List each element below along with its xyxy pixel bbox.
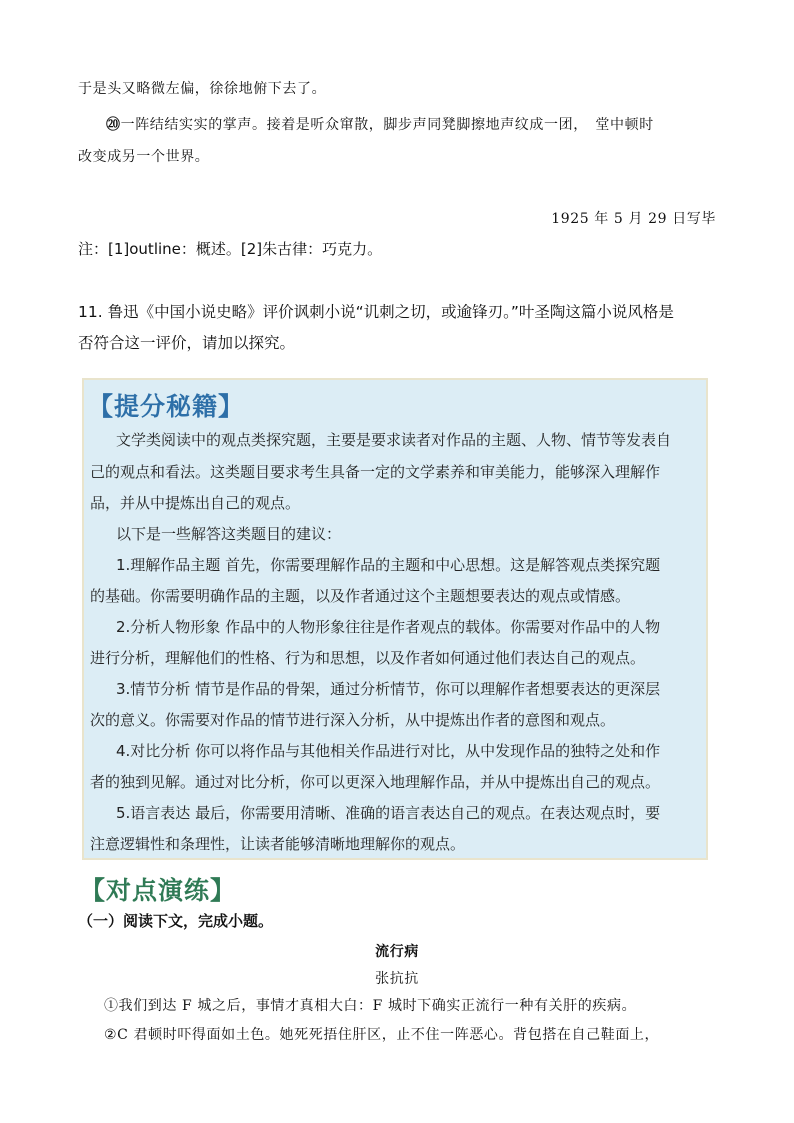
story-author: 张抗抗 bbox=[375, 971, 419, 987]
paragraph-text: 一阵结结实实的掌声。接着是听众窜散，脚步声同凳脚擦地声纹成一团， 堂中顿时 bbox=[120, 117, 654, 133]
story-line: 于是头又略微左偏，徐徐地俯下去了。 bbox=[78, 81, 327, 97]
story-line: 改变成另一个世界。 bbox=[78, 149, 210, 165]
paragraph-text: 我们到达 F 城之后，事情才真相大白：F 城时下确实正流行一种有关肝的疾病。 bbox=[118, 998, 637, 1014]
instruction: （一）阅读下文，完成小题。 bbox=[78, 912, 274, 930]
tips-line: 的基础。你需要明确作品的主题，以及作者通过这个主题想要表达的观点或情感。 bbox=[90, 587, 631, 605]
paragraph-1 bbox=[104, 995, 636, 1015]
story-title: 流行病 bbox=[375, 944, 419, 960]
tips-line: 4.对比分析 你可以将作品与其他相关作品进行对比，从中发现作品的独特之处和作 bbox=[116, 742, 661, 760]
paragraph-2 bbox=[104, 1024, 659, 1044]
tips-line: 注意逻辑性和条理性，让读者能够清晰地理解你的观点。 bbox=[90, 835, 466, 853]
paragraph-number: ② bbox=[104, 1027, 118, 1043]
date-line: 1925 年 5 月 29 日写毕 bbox=[551, 211, 716, 227]
paragraph-20 bbox=[106, 114, 654, 134]
question-line: 否符合这一评价，请加以探究。 bbox=[78, 334, 296, 352]
tips-line: 文学类阅读中的观点类探究题，主要是要求读者对作品的主题、人物、情节等发表自 bbox=[116, 431, 672, 449]
practice-heading: 【对点演练】 bbox=[80, 876, 237, 905]
tips-heading: 【提分秘籍】 bbox=[88, 392, 245, 421]
paragraph-text: C 君顿时吓得面如土色。她死死捂住肝区，止不住一阵恶心。背包搭在自己鞋面上， bbox=[117, 1027, 660, 1043]
tips-line: 2.分析人物形象 作品中的人物形象往往是作者观点的载体。你需要对作品中的人物 bbox=[116, 618, 661, 636]
footnote: 注：[1]outline：概述。[2]朱古律：巧克力。 bbox=[78, 240, 383, 258]
tips-line: 进行分析，理解他们的性格、行为和思想，以及作者如何通过他们表达自己的观点。 bbox=[90, 649, 646, 667]
tips-line: 以下是一些解答这类题目的建议： bbox=[116, 525, 342, 543]
question-line: 11. 鲁迅《中国小说史略》评价讽刺小说“讥刺之切，或逾锋刃。”叶圣陶这篇小说风格是 bbox=[78, 303, 674, 321]
paragraph-number: ① bbox=[104, 998, 119, 1014]
tips-line: 者的独到见解。通过对比分析，你可以更深入地理解作品，并从中提炼出自己的观点。 bbox=[90, 773, 661, 791]
tips-line: 3.情节分析 情节是作品的骨架，通过分析情节，你可以理解作者想要表达的更深层 bbox=[116, 680, 661, 698]
tips-line: 5.语言表达 最后，你需要用清晰、准确的语言表达自己的观点。在表达观点时，要 bbox=[116, 804, 661, 822]
tips-line: 品，并从中提炼出自己的观点。 bbox=[90, 494, 301, 512]
tips-line: 次的意义。你需要对作品的情节进行深入分析，从中提炼出作者的意图和观点。 bbox=[90, 711, 616, 729]
tips-line: 1.理解作品主题 首先，你需要理解作品的主题和中心思想。这是解答观点类探究题 bbox=[116, 556, 661, 574]
tips-line: 己的观点和看法。这类题目要求考生具备一定的文学素养和审美能力，能够深入理解作 bbox=[90, 463, 661, 481]
paragraph-number: ⑳ bbox=[106, 117, 121, 133]
